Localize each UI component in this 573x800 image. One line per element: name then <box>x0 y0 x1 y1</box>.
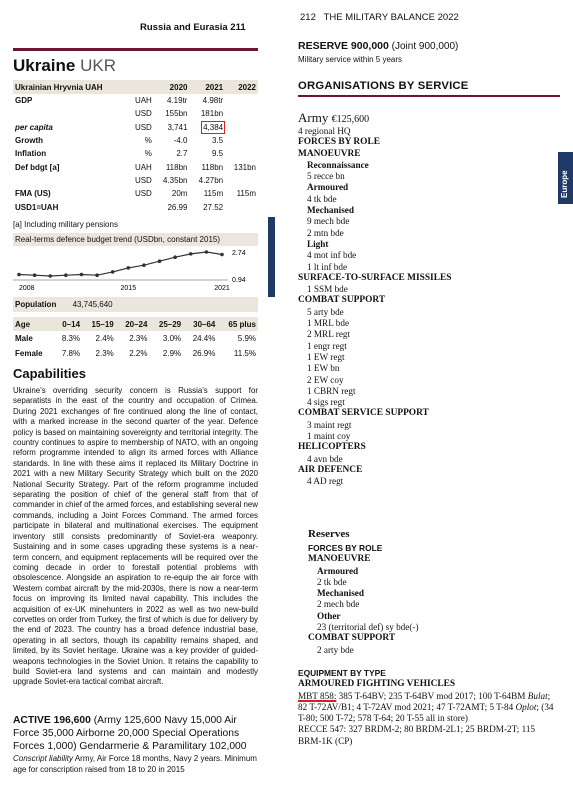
reserves-orbat <box>308 543 560 656</box>
eco-cell: 20m <box>171 189 188 199</box>
eco-cell: 118bn <box>201 162 224 172</box>
category-line: MANOEUVRE <box>298 148 361 159</box>
age-col-header: 20–24 <box>116 317 150 331</box>
eco-cell <box>225 174 258 187</box>
category-line: Mechanised <box>317 588 364 599</box>
publication-title: THE MILITARY BALANCE 2022 <box>323 12 459 23</box>
eco-col-header: 2022 <box>225 80 258 94</box>
unit-line: 4 AD regt <box>307 476 344 487</box>
unit-line: 1 MRL bde <box>307 318 350 329</box>
age-row <box>13 331 258 346</box>
unit-line: 4 sigs regt <box>307 397 345 408</box>
eco-cell: USD1=UAH <box>15 202 59 212</box>
age-cell: 8.3% <box>61 334 81 343</box>
margin-bar <box>268 217 275 297</box>
category-line: Light <box>307 238 329 249</box>
age-cell: 2.3% <box>95 349 114 358</box>
eco-cell: 2.7 <box>176 149 188 159</box>
age-table <box>13 317 258 361</box>
age-col-header: 25–29 <box>149 317 183 331</box>
equipment-heading: EQUIPMENT BY TYPE <box>298 668 386 678</box>
trend-point <box>173 255 177 259</box>
category-line: SURFACE-TO-SURFACE MISSILES <box>298 272 452 283</box>
trend-point <box>33 273 37 277</box>
category-line: Mechanised <box>307 205 354 216</box>
unit-line: 3 maint regt <box>307 419 352 430</box>
eco-cell <box>225 134 258 147</box>
eco-cell: % <box>144 136 152 146</box>
eco-cell: UAH <box>134 96 152 106</box>
age-col-header: 30–64 <box>183 317 217 331</box>
x-tick-label: 2015 <box>120 285 137 292</box>
unit-line: 23 (territorial def) sy bde(-) <box>317 622 419 633</box>
unit-line: 2 tk bde <box>317 576 347 587</box>
reserves-heading: Reserves <box>308 528 350 540</box>
category-line: COMBAT SUPPORT <box>298 295 386 306</box>
eco-cell <box>13 107 128 120</box>
age-cell: 2.9% <box>162 349 182 358</box>
eco-cell: UAH <box>134 162 152 172</box>
liability-italic: Conscript liability <box>13 754 74 763</box>
category-line: AIR DEFENCE <box>298 464 363 475</box>
defence-budget-trend-chart <box>13 246 258 294</box>
mbt-text2: ; 82 T-72AV/B1; 4 T-72AV mod 2021; 47 T-72AMT; 5 T-84 <box>298 690 551 712</box>
age-cell: 5.9% <box>237 334 256 343</box>
age-cell: 2.2% <box>129 349 148 358</box>
unit-line: 4 tk bde <box>307 193 337 204</box>
eco-cell: USD <box>134 175 152 185</box>
age-cell: 7.8% <box>61 349 81 358</box>
eco-cell: USD <box>134 122 152 132</box>
eco-cell: 4.35bn <box>163 175 188 185</box>
age-cell: 26.9% <box>192 349 216 358</box>
y-min-label: 0.94 <box>232 277 246 284</box>
country-code: UKR <box>80 56 117 75</box>
trend-point <box>142 263 146 267</box>
eco-cell <box>13 174 128 187</box>
age-cell: 2.3% <box>129 334 148 343</box>
eco-cell: -4.0 <box>173 136 188 146</box>
category-line: MANOEUVRE <box>308 554 371 565</box>
highlighted-value: 4,384 <box>203 122 224 132</box>
unit-line: 2 EW coy <box>307 374 344 385</box>
unit-line: 4 mot inf bde <box>307 250 357 261</box>
unit-line: 1 maint coy <box>307 431 351 442</box>
age-col-header: Age <box>13 317 54 331</box>
eco-col-header: 2021 <box>189 80 225 94</box>
eco-cell: 181bn <box>200 109 224 119</box>
category-line: HELICOPTERS <box>298 442 366 453</box>
unit-line: 1 CBRN regt <box>307 385 356 396</box>
section-rule <box>13 48 258 51</box>
unit-line: 2 arty bde <box>317 644 354 655</box>
age-cell: 3.0% <box>162 334 182 343</box>
eco-row <box>13 160 258 173</box>
eco-row <box>13 134 258 147</box>
eco-row <box>13 147 258 160</box>
eco-cell: Def bdgt [a] <box>15 162 60 172</box>
page-number: 212 <box>300 12 316 23</box>
trend-point <box>158 259 162 263</box>
country-name: Ukraine <box>13 56 76 75</box>
x-tick-label: 2021 <box>214 285 230 292</box>
running-header-left: Russia and Eurasia 211 <box>140 22 246 33</box>
eco-cell <box>225 200 258 213</box>
mbt-entry <box>298 691 560 725</box>
trend-title: Real-terms defence budget trend (USDbn, constant 2015) <box>13 233 258 246</box>
eco-cell: 155bn <box>165 109 188 119</box>
unit-line: 1 EW bn <box>307 363 340 374</box>
capabilities-text: Ukraine's overriding security concern is Russia's support for separatists in the east of the country and occupation of Crimea. During 2021 exchanges of fire continued along the line of contact, with a marked increase in the second quarter of the year. Defence policy is based on maintaining sovereignty and territorial integrity. The country continues to aspire to membership of NATO, with an ongoing reform programme intended to align its armed forces with Alliance standards. In line with these aims it replaced its Military Doctrine in 2021 with a new Military Security Strategy which built on the 2020 National Security Strategy. Part of the reform programme included separating the position of chief of the general staff from that of commander in chief of the armed forces, and establishing several new commands, including a Joint Forces Command. The armed forces participate in bilateral and multinational exercises. The equipment inventory still consists predominantly of Soviet-era weaponry. Sustaining and in some cases upgrading these systems is a near-term concern, and equipment replacements will be required over the coming decade in order to forestall potential problems with obsolescence. Alongside an aspiration to re-equip the air force with Western combat aircraft by the mid-2030s, there is now a near-term focus on improving its limited naval capability. This includes the acquisition of ex-UK minehunters in 2022 as well as two new-build corvettes on order from Turkey, the first of which is due for delivery by the end of 2023. The country has a broad defence industrial base, operating in all sectors, though its capability remains shaped, and limited, by its Soviet heritage. Ukraine was a key provider of guided-weapons technologies in the Soviet Union. It retains the capability to build Soviet-era land systems and can maintain and modestly upgrade Soviet-era tactical combat aircraft. <box>13 386 258 687</box>
eco-cell: 118bn <box>165 162 188 172</box>
age-row <box>13 346 258 361</box>
unit-line: 2 mtn bde <box>307 227 344 238</box>
age-cell: 24.4% <box>192 334 216 343</box>
trend-point <box>205 250 209 254</box>
eco-cell: % <box>144 149 152 159</box>
eco-cell <box>128 200 154 213</box>
army-strength: €125,600 <box>331 114 370 125</box>
unit-line: 2 MRL regt <box>307 329 351 340</box>
active-rest: (Army 125,600 Navy 15,000 Air Force 35,000 Airborne 20,000 Special Operations Forces 1,000) Gendarmerie & Paramilitary 102,000 <box>13 715 247 752</box>
afv-category: ARMOURED FIGHTING VEHICLES <box>298 679 456 690</box>
eco-row <box>13 187 258 200</box>
eco-cell: Inflation <box>15 149 47 159</box>
trend-point <box>111 270 115 274</box>
y-max-label: 2.74 <box>232 250 246 257</box>
eco-col-header: 2020 <box>154 80 190 94</box>
mbt-bulat: Bulat <box>527 690 548 701</box>
eco-col-header <box>128 80 154 94</box>
army-heading <box>298 110 369 126</box>
trend-point <box>48 274 52 278</box>
trend-line <box>19 252 222 276</box>
age-col-header: 0–14 <box>54 317 83 331</box>
category-line: Reconnaissance <box>307 159 369 170</box>
unit-line: 1 lt inf bde <box>307 261 348 272</box>
eco-cell: 131bn <box>233 162 256 172</box>
age-cell: Female <box>15 349 43 358</box>
eco-cell: 26.99 <box>167 202 188 212</box>
army-orbat <box>298 126 560 488</box>
eco-row <box>13 94 258 107</box>
country-title <box>13 56 116 76</box>
x-tick-label: 2008 <box>19 285 35 292</box>
unit-line: 1 EW regt <box>307 351 345 362</box>
unit-line: 5 recce bn <box>307 171 345 182</box>
recce-entry: RECCE 547: 327 BRDM-2; 80 BRDM-2L1; 25 BRDM-2T; 115 BRM-1K (CP) <box>298 724 536 746</box>
age-col-header: 15–19 <box>82 317 116 331</box>
trend-point <box>220 253 224 257</box>
eco-cell: FMA (US) <box>15 189 51 199</box>
trend-point <box>80 273 84 277</box>
economic-table <box>13 80 258 214</box>
eco-cell: 3.5 <box>211 136 224 146</box>
unit-line: 1 SSM bde <box>307 284 348 295</box>
reserve-rest: (Joint 900,000) <box>388 41 459 52</box>
population-bar <box>13 297 258 312</box>
europe-tab[interactable] <box>558 152 573 204</box>
age-cell: 2.4% <box>95 334 114 343</box>
liability-text: Army, Air Force 18 months, Navy 2 years. Minimum age for conscription raised from 18 to 20 in 2015 <box>13 754 257 774</box>
category-line: FORCES BY ROLE <box>308 543 383 553</box>
eco-cell: USD <box>134 189 152 199</box>
active-bold: ACTIVE 196,600 <box>13 715 91 726</box>
capabilities-heading: Capabilities <box>13 366 86 381</box>
eco-cell <box>225 147 258 160</box>
army-title: Army <box>298 110 329 125</box>
category-line: Other <box>317 610 341 621</box>
eco-row <box>13 121 258 134</box>
unit-line: 2 mech bde <box>317 599 360 610</box>
eco-cell <box>225 94 258 107</box>
trend-point <box>17 273 21 277</box>
mbt-text: 385 T-64BV; 235 T-64BV mod 2017; 100 T-64BM <box>336 690 528 701</box>
org-heading: ORGANISATIONS BY SERVICE <box>298 80 560 97</box>
category-line: COMBAT SERVICE SUPPORT <box>298 408 429 419</box>
category-line: Armoured <box>317 565 359 576</box>
category-line: COMBAT SUPPORT <box>308 633 396 644</box>
eco-cell: 115m <box>236 189 256 199</box>
eco-row <box>13 107 258 120</box>
eco-cell <box>225 107 258 120</box>
trend-point <box>127 266 131 270</box>
eco-cell: 3,741 <box>167 122 188 132</box>
eco-cell: 4.19tr <box>167 96 188 106</box>
mbt-text3: ; (34 T-80; 500 T-72; 578 T-64; 20 T-55 all in store) <box>298 701 554 724</box>
population-value: 43,745,640 <box>72 300 113 309</box>
eco-cell: 4.98tr <box>202 96 224 106</box>
trend-point <box>189 252 193 256</box>
eco-cell: GDP <box>15 96 33 106</box>
eco-cell: 9.5 <box>211 149 224 159</box>
category-line: FORCES BY ROLE <box>298 137 380 148</box>
reserve-strength <box>298 40 458 52</box>
category-line: Armoured <box>307 182 349 193</box>
trend-point <box>95 273 99 277</box>
eco-cell: USD <box>134 109 152 119</box>
footnote: [a] Including military pensions <box>13 220 118 229</box>
eco-cell: 115m <box>203 189 224 199</box>
unit-line: 5 arty bde <box>307 306 344 317</box>
eco-cell <box>225 121 258 134</box>
running-header-right <box>300 12 459 23</box>
reserve-sub: Military service within 5 years <box>298 55 403 64</box>
age-cell: 11.5% <box>233 349 256 358</box>
mbt-oplot: Oplot <box>515 701 537 712</box>
reserve-bold: RESERVE 900,000 <box>298 40 389 52</box>
eco-cell: Growth <box>15 136 43 146</box>
eco-cell: 27.52 <box>203 202 224 212</box>
unit-line: 9 mech bde <box>307 216 350 227</box>
eco-row <box>13 174 258 187</box>
eco-cell: 4.27bn <box>198 175 224 185</box>
unit-line: 4 avn bde <box>307 453 343 464</box>
eco-cell: per capita <box>15 122 53 132</box>
age-cell: Male <box>15 334 33 343</box>
conscript-liability <box>13 754 261 775</box>
unit-line: 1 engr regt <box>307 340 347 351</box>
age-col-header: 65 plus <box>217 317 258 331</box>
active-strength <box>13 714 261 753</box>
eco-row <box>13 200 258 213</box>
eco-cell <box>189 121 225 134</box>
europe-tab-label: Europe <box>560 170 569 198</box>
eco-col-header: Ukrainian Hryvnia UAH <box>13 80 128 94</box>
population-label: Population <box>15 300 57 309</box>
equipment-section <box>298 668 560 747</box>
army-hq: 4 regional HQ <box>298 126 351 136</box>
trend-point <box>64 273 68 277</box>
mbt-label: MBT 858: <box>298 690 337 701</box>
